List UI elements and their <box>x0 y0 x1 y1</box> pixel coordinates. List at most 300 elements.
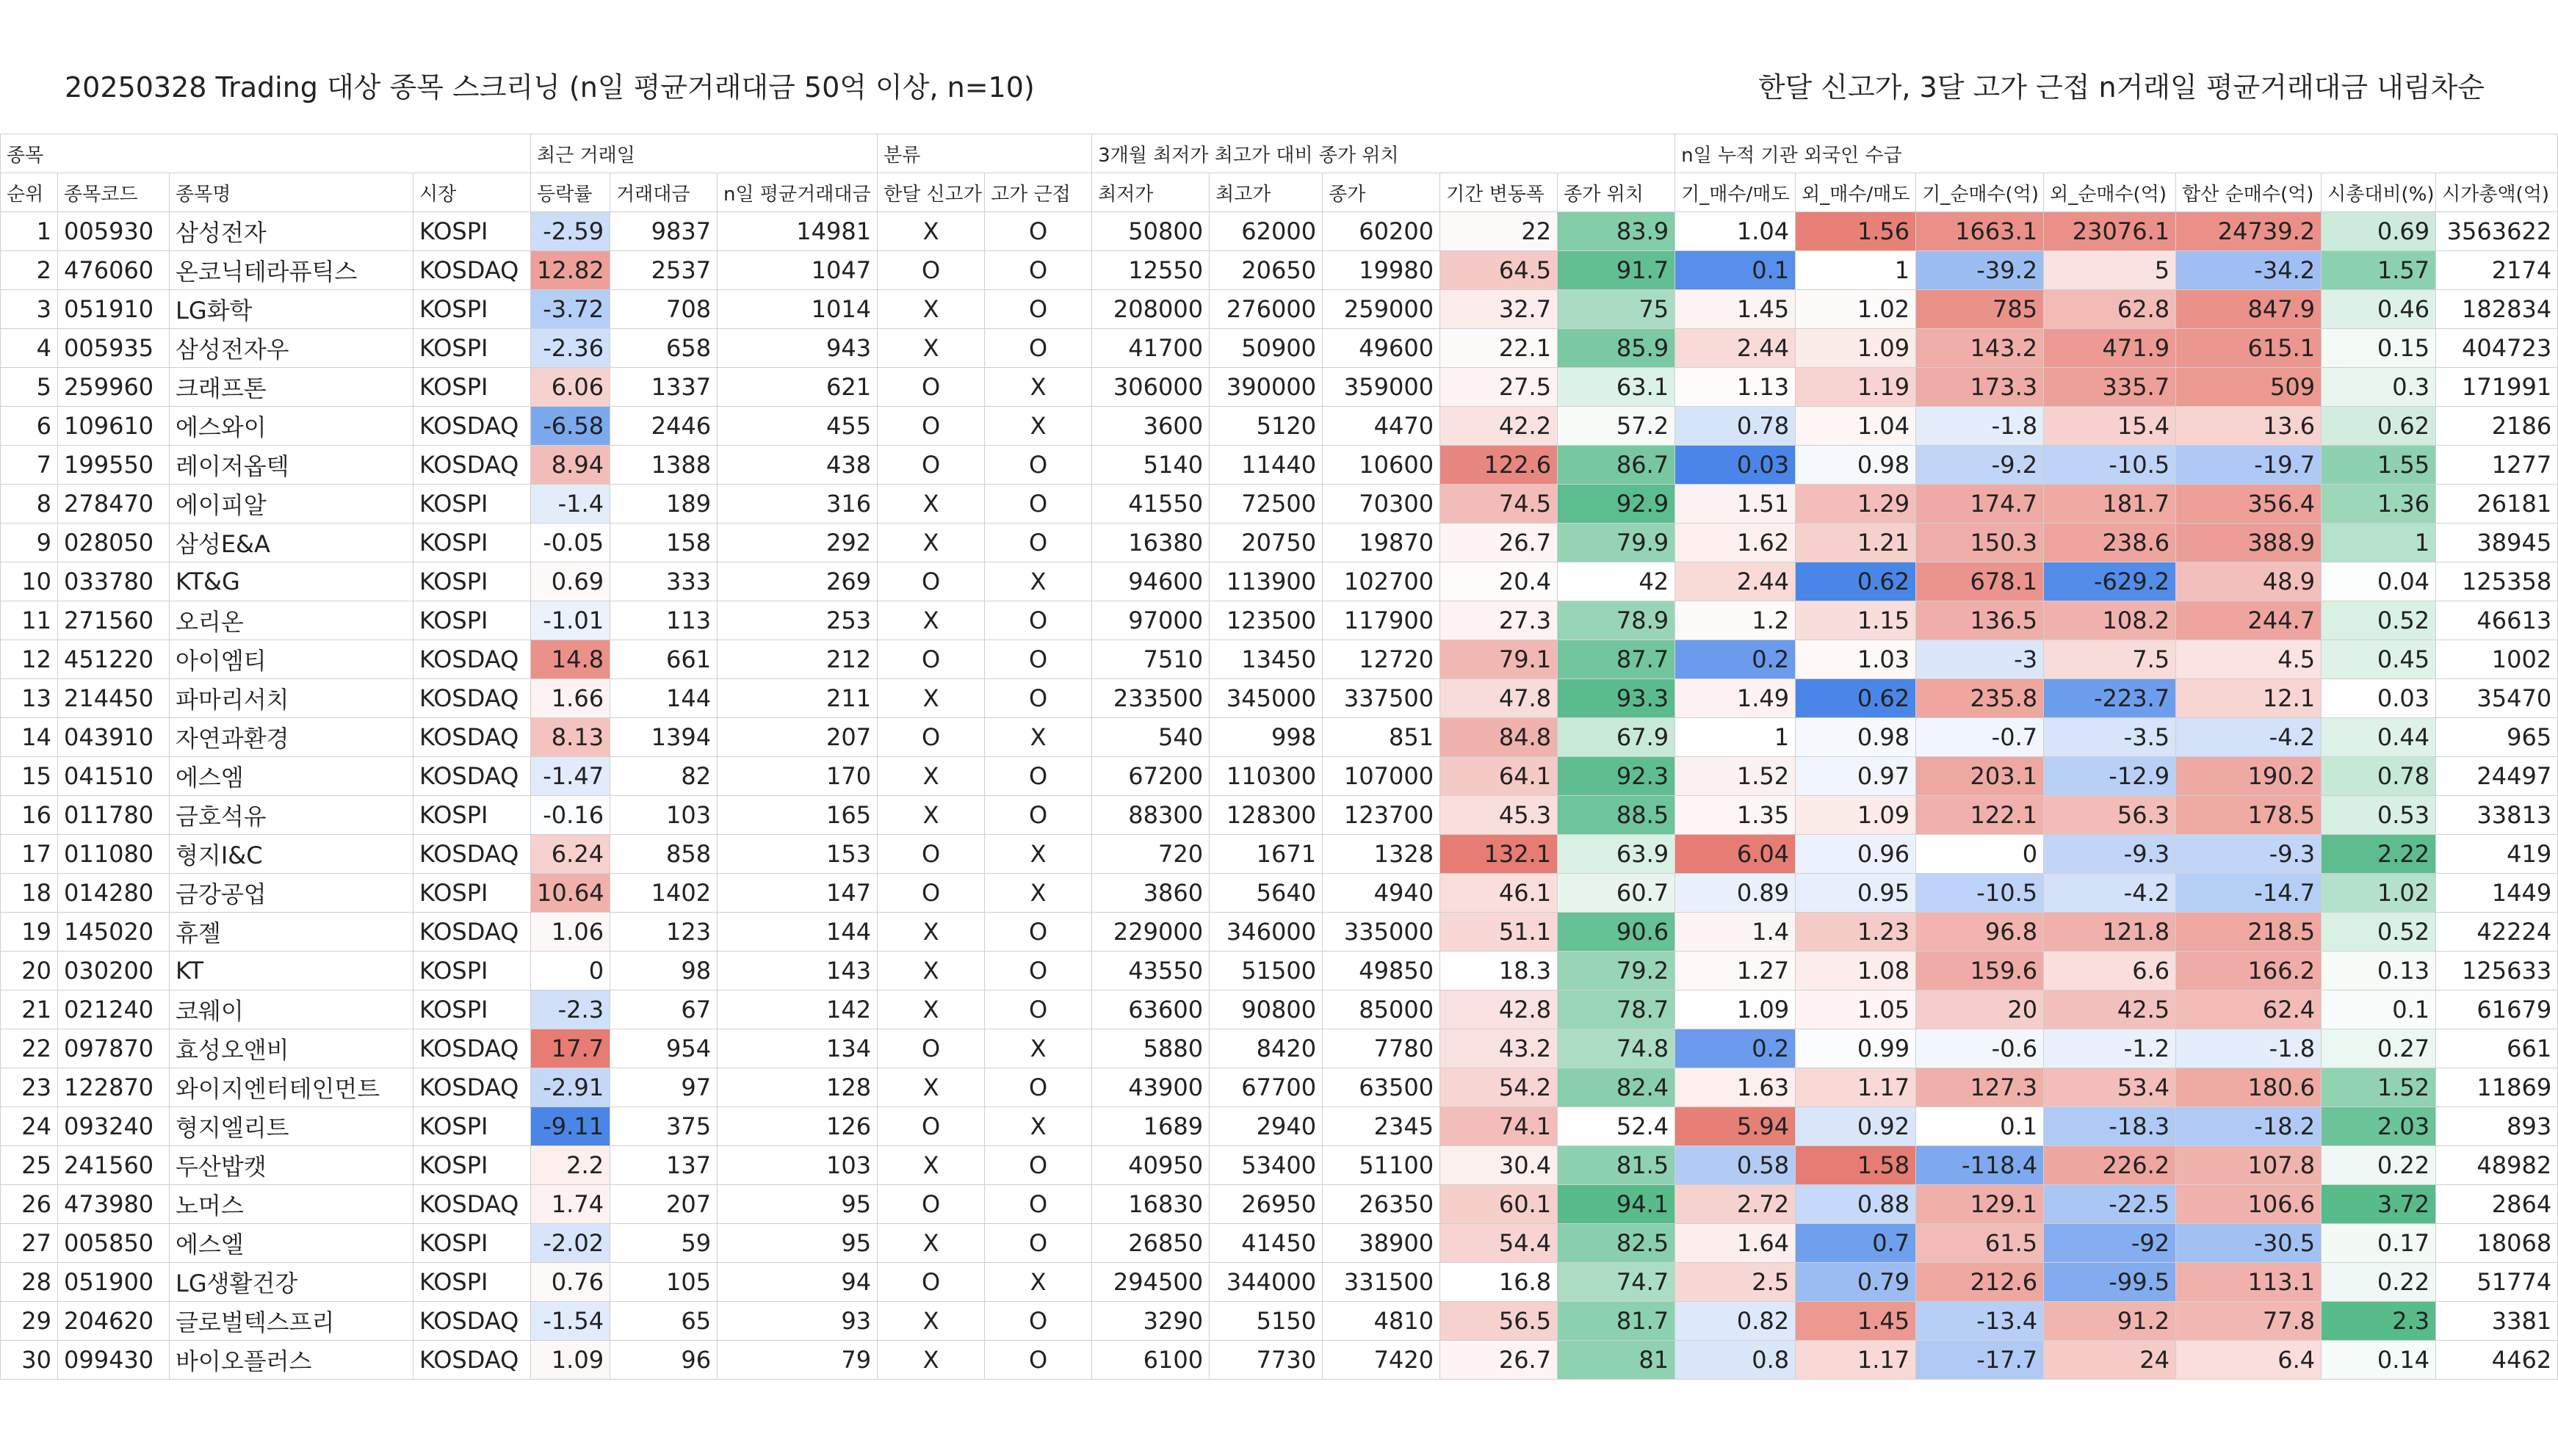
cell-high-price: 53400 <box>1210 1146 1323 1185</box>
cell-market-cap: 125358 <box>2436 562 2558 601</box>
cell-rank: 10 <box>1 562 58 601</box>
cell-close-price: 359000 <box>1323 368 1440 407</box>
cell-name: 레이저옵텍 <box>170 446 413 485</box>
cell-total-net: -19.7 <box>2176 446 2322 485</box>
cell-volume: 67 <box>610 990 718 1029</box>
cell-inst-net: 20 <box>1916 990 2044 1029</box>
cell-low-price: 540 <box>1092 718 1210 757</box>
cell-mcap-ratio: 2.22 <box>2322 835 2436 874</box>
cell-code: 259960 <box>58 368 170 407</box>
cell-foreign-ratio: 0.88 <box>1796 1185 1916 1224</box>
cell-total-net: 615.1 <box>2176 329 2322 368</box>
cell-code: 099430 <box>58 1341 170 1380</box>
cell-rank: 21 <box>1 990 58 1029</box>
cell-avg-volume: 1047 <box>718 251 878 290</box>
title-right: 한달 신고가, 3달 고가 근접 n거래일 평균거래대금 내림차순 <box>1757 71 2485 104</box>
cell-name: 자연과환경 <box>170 718 413 757</box>
cell-range: 42.2 <box>1440 407 1558 446</box>
cell-foreign-net: 91.2 <box>2044 1302 2176 1341</box>
table-row <box>1 601 2558 640</box>
cell-new-high-month: O <box>878 368 985 407</box>
cell-code: 451220 <box>58 640 170 679</box>
cell-inst-net: 127.3 <box>1916 1068 2044 1107</box>
table-row <box>1 1146 2558 1185</box>
cell-range: 79.1 <box>1440 640 1558 679</box>
cell-change-rate: -0.05 <box>531 524 610 562</box>
cell-name: 아이엠티 <box>170 640 413 679</box>
cell-total-net: -4.2 <box>2176 718 2322 757</box>
cell-low-price: 97000 <box>1092 601 1210 640</box>
cell-low-price: 229000 <box>1092 913 1210 952</box>
table-row <box>1 562 2558 601</box>
cell-rank: 27 <box>1 1224 58 1263</box>
cell-inst-net: 159.6 <box>1916 952 2044 990</box>
cell-market-cap: 893 <box>2436 1107 2558 1146</box>
cell-range: 122.6 <box>1440 446 1558 485</box>
cell-close-price: 107000 <box>1323 757 1440 796</box>
cell-mcap-ratio: 0.52 <box>2322 601 2436 640</box>
cell-avg-volume: 153 <box>718 835 878 874</box>
cell-low-price: 41550 <box>1092 485 1210 524</box>
cell-foreign-net: 53.4 <box>2044 1068 2176 1107</box>
table-row <box>1 368 2558 407</box>
cell-mcap-ratio: 0.22 <box>2322 1146 2436 1185</box>
cell-mcap-ratio: 0.03 <box>2322 679 2436 718</box>
table-row <box>1 524 2558 562</box>
cell-code: 122870 <box>58 1068 170 1107</box>
cell-new-high-month: X <box>878 1341 985 1380</box>
cell-foreign-net: -4.2 <box>2044 874 2176 913</box>
cell-high-price: 72500 <box>1210 485 1323 524</box>
cell-total-net: -30.5 <box>2176 1224 2322 1263</box>
cell-close-position: 63.1 <box>1558 368 1675 407</box>
cell-inst-net: 0.1 <box>1916 1107 2044 1146</box>
cell-low-price: 43550 <box>1092 952 1210 990</box>
cell-inst-ratio: 1.49 <box>1675 679 1796 718</box>
cell-inst-net: 1663.1 <box>1916 212 2044 251</box>
cell-near-high: X <box>985 718 1092 757</box>
cell-new-high-month: O <box>878 835 985 874</box>
cell-market-cap: 26181 <box>2436 485 2558 524</box>
cell-range: 27.5 <box>1440 368 1558 407</box>
cell-range: 30.4 <box>1440 1146 1558 1185</box>
cell-code: 041510 <box>58 757 170 796</box>
cell-new-high-month: X <box>878 952 985 990</box>
cell-range: 54.2 <box>1440 1068 1558 1107</box>
column-header: 거래대금 <box>610 173 718 212</box>
cell-total-net: 48.9 <box>2176 562 2322 601</box>
cell-total-net: -9.3 <box>2176 835 2322 874</box>
cell-range: 22 <box>1440 212 1558 251</box>
cell-mcap-ratio: 0.3 <box>2322 368 2436 407</box>
cell-inst-net: -1.8 <box>1916 407 2044 446</box>
cell-avg-volume: 128 <box>718 1068 878 1107</box>
cell-range: 45.3 <box>1440 796 1558 835</box>
cell-inst-net: -39.2 <box>1916 251 2044 290</box>
table-row <box>1 1224 2558 1263</box>
cell-foreign-ratio: 0.95 <box>1796 874 1916 913</box>
cell-code: 043910 <box>58 718 170 757</box>
cell-change-rate: 0 <box>531 952 610 990</box>
cell-range: 43.2 <box>1440 1029 1558 1068</box>
cell-foreign-ratio: 1.56 <box>1796 212 1916 251</box>
cell-new-high-month: X <box>878 1146 985 1185</box>
cell-avg-volume: 1014 <box>718 290 878 329</box>
cell-near-high: O <box>985 796 1092 835</box>
column-header: n일 평균거래대금 <box>718 173 878 212</box>
cell-market-cap: 35470 <box>2436 679 2558 718</box>
cell-close-price: 1328 <box>1323 835 1440 874</box>
cell-avg-volume: 165 <box>718 796 878 835</box>
cell-change-rate: 2.2 <box>531 1146 610 1185</box>
cell-total-net: 190.2 <box>2176 757 2322 796</box>
table-row <box>1 990 2558 1029</box>
cell-inst-net: 136.5 <box>1916 601 2044 640</box>
cell-code: 005850 <box>58 1224 170 1263</box>
cell-foreign-net: -12.9 <box>2044 757 2176 796</box>
cell-foreign-ratio: 1.17 <box>1796 1068 1916 1107</box>
cell-market: KOSDAQ <box>413 446 531 485</box>
cell-change-rate: 12.82 <box>531 251 610 290</box>
table-row <box>1 640 2558 679</box>
cell-rank: 15 <box>1 757 58 796</box>
column-header: 시총대비(%) <box>2322 173 2436 212</box>
cell-inst-ratio: 1.62 <box>1675 524 1796 562</box>
cell-new-high-month: X <box>878 679 985 718</box>
table-row <box>1 290 2558 329</box>
cell-change-rate: -2.02 <box>531 1224 610 1263</box>
cell-total-net: 509 <box>2176 368 2322 407</box>
cell-market-cap: 3563622 <box>2436 212 2558 251</box>
cell-near-high: O <box>985 952 1092 990</box>
cell-avg-volume: 144 <box>718 913 878 952</box>
cell-code: 011780 <box>58 796 170 835</box>
cell-market: KOSDAQ <box>413 1302 531 1341</box>
table-row <box>1 835 2558 874</box>
cell-total-net: -18.2 <box>2176 1107 2322 1146</box>
cell-total-net: 107.8 <box>2176 1146 2322 1185</box>
cell-foreign-ratio: 0.98 <box>1796 446 1916 485</box>
cell-avg-volume: 126 <box>718 1107 878 1146</box>
cell-avg-volume: 269 <box>718 562 878 601</box>
cell-high-price: 5640 <box>1210 874 1323 913</box>
cell-close-price: 337500 <box>1323 679 1440 718</box>
cell-low-price: 43900 <box>1092 1068 1210 1107</box>
cell-avg-volume: 455 <box>718 407 878 446</box>
cell-high-price: 50900 <box>1210 329 1323 368</box>
cell-inst-ratio: 1.52 <box>1675 757 1796 796</box>
cell-rank: 8 <box>1 485 58 524</box>
cell-low-price: 3860 <box>1092 874 1210 913</box>
cell-change-rate: -2.36 <box>531 329 610 368</box>
cell-close-price: 60200 <box>1323 212 1440 251</box>
cell-volume: 1337 <box>610 368 718 407</box>
cell-total-net: 13.6 <box>2176 407 2322 446</box>
cell-close-price: 4470 <box>1323 407 1440 446</box>
cell-market-cap: 1277 <box>2436 446 2558 485</box>
cell-name: 삼성E&A <box>170 524 413 562</box>
cell-volume: 375 <box>610 1107 718 1146</box>
cell-inst-net: 235.8 <box>1916 679 2044 718</box>
cell-foreign-net: -9.3 <box>2044 835 2176 874</box>
cell-market: KOSPI <box>413 990 531 1029</box>
cell-high-price: 998 <box>1210 718 1323 757</box>
cell-market: KOSDAQ <box>413 1029 531 1068</box>
cell-code: 051910 <box>58 290 170 329</box>
cell-inst-ratio: 0.8 <box>1675 1341 1796 1380</box>
cell-low-price: 50800 <box>1092 212 1210 251</box>
cell-volume: 105 <box>610 1263 718 1302</box>
cell-rank: 13 <box>1 679 58 718</box>
cell-close-price: 7780 <box>1323 1029 1440 1068</box>
cell-foreign-ratio: 0.7 <box>1796 1224 1916 1263</box>
cell-foreign-net: 335.7 <box>2044 368 2176 407</box>
cell-market-cap: 965 <box>2436 718 2558 757</box>
cell-new-high-month: O <box>878 446 985 485</box>
cell-foreign-net: -22.5 <box>2044 1185 2176 1224</box>
cell-change-rate: -9.11 <box>531 1107 610 1146</box>
cell-total-net: 77.8 <box>2176 1302 2322 1341</box>
cell-new-high-month: X <box>878 796 985 835</box>
cell-close-price: 49850 <box>1323 952 1440 990</box>
cell-near-high: O <box>985 251 1092 290</box>
cell-new-high-month: X <box>878 329 985 368</box>
cell-inst-ratio: 1.13 <box>1675 368 1796 407</box>
group-header: n일 누적 기관 외국인 수급 <box>1675 134 2558 173</box>
cell-mcap-ratio: 2.3 <box>2322 1302 2436 1341</box>
cell-foreign-net: 56.3 <box>2044 796 2176 835</box>
cell-near-high: O <box>985 1302 1092 1341</box>
cell-market-cap: 18068 <box>2436 1224 2558 1263</box>
cell-code: 109610 <box>58 407 170 446</box>
cell-foreign-net: 108.2 <box>2044 601 2176 640</box>
cell-code: 030200 <box>58 952 170 990</box>
cell-code: 097870 <box>58 1029 170 1068</box>
cell-foreign-ratio: 1.23 <box>1796 913 1916 952</box>
cell-code: 271560 <box>58 601 170 640</box>
cell-mcap-ratio: 0.69 <box>2322 212 2436 251</box>
cell-avg-volume: 316 <box>718 485 878 524</box>
cell-new-high-month: X <box>878 212 985 251</box>
cell-foreign-ratio: 0.97 <box>1796 757 1916 796</box>
cell-close-position: 94.1 <box>1558 1185 1675 1224</box>
cell-rank: 26 <box>1 1185 58 1224</box>
cell-close-price: 123700 <box>1323 796 1440 835</box>
cell-close-price: 38900 <box>1323 1224 1440 1263</box>
cell-inst-net: -9.2 <box>1916 446 2044 485</box>
cell-new-high-month: O <box>878 874 985 913</box>
cell-rank: 16 <box>1 796 58 835</box>
cell-volume: 59 <box>610 1224 718 1263</box>
cell-market-cap: 171991 <box>2436 368 2558 407</box>
cell-range: 18.3 <box>1440 952 1558 990</box>
cell-avg-volume: 207 <box>718 718 878 757</box>
cell-inst-ratio: 2.5 <box>1675 1263 1796 1302</box>
column-header: 외_매수/매도 <box>1796 173 1916 212</box>
cell-code: 021240 <box>58 990 170 1029</box>
cell-range: 64.1 <box>1440 757 1558 796</box>
table-row <box>1 1341 2558 1380</box>
cell-high-price: 51500 <box>1210 952 1323 990</box>
cell-new-high-month: X <box>878 757 985 796</box>
cell-change-rate: 0.69 <box>531 562 610 601</box>
cell-avg-volume: 943 <box>718 329 878 368</box>
cell-market: KOSPI <box>413 952 531 990</box>
cell-close-price: 7420 <box>1323 1341 1440 1380</box>
cell-change-rate: 8.13 <box>531 718 610 757</box>
cell-name: KT&G <box>170 562 413 601</box>
cell-code: 028050 <box>58 524 170 562</box>
cell-market: KOSPI <box>413 1107 531 1146</box>
table-row <box>1 1068 2558 1107</box>
cell-volume: 189 <box>610 485 718 524</box>
cell-near-high: O <box>985 990 1092 1029</box>
cell-change-rate: -6.58 <box>531 407 610 446</box>
cell-near-high: O <box>985 757 1092 796</box>
cell-rank: 20 <box>1 952 58 990</box>
cell-low-price: 41700 <box>1092 329 1210 368</box>
cell-close-position: 90.6 <box>1558 913 1675 952</box>
cell-mcap-ratio: 0.22 <box>2322 1263 2436 1302</box>
cell-volume: 708 <box>610 290 718 329</box>
cell-total-net: 244.7 <box>2176 601 2322 640</box>
cell-volume: 103 <box>610 796 718 835</box>
cell-rank: 7 <box>1 446 58 485</box>
cell-foreign-ratio: 0.96 <box>1796 835 1916 874</box>
cell-foreign-ratio: 1.02 <box>1796 290 1916 329</box>
cell-high-price: 41450 <box>1210 1224 1323 1263</box>
cell-name: 노머스 <box>170 1185 413 1224</box>
cell-inst-net: -3 <box>1916 640 2044 679</box>
cell-range: 47.8 <box>1440 679 1558 718</box>
cell-change-rate: 10.64 <box>531 874 610 913</box>
cell-rank: 5 <box>1 368 58 407</box>
cell-high-price: 7730 <box>1210 1341 1323 1380</box>
cell-close-position: 75 <box>1558 290 1675 329</box>
cell-name: 크래프톤 <box>170 368 413 407</box>
cell-low-price: 16380 <box>1092 524 1210 562</box>
cell-total-net: -34.2 <box>2176 251 2322 290</box>
cell-mcap-ratio: 0.45 <box>2322 640 2436 679</box>
cell-close-position: 57.2 <box>1558 407 1675 446</box>
table-row <box>1 407 2558 446</box>
cell-foreign-net: 62.8 <box>2044 290 2176 329</box>
column-header: 순위 <box>1 173 58 212</box>
cell-new-high-month: X <box>878 524 985 562</box>
cell-market-cap: 404723 <box>2436 329 2558 368</box>
cell-range: 16.8 <box>1440 1263 1558 1302</box>
cell-mcap-ratio: 0.17 <box>2322 1224 2436 1263</box>
cell-name: 코웨이 <box>170 990 413 1029</box>
cell-market: KOSPI <box>413 290 531 329</box>
cell-mcap-ratio: 0.53 <box>2322 796 2436 835</box>
cell-market: KOSDAQ <box>413 1185 531 1224</box>
cell-market-cap: 24497 <box>2436 757 2558 796</box>
cell-volume: 158 <box>610 524 718 562</box>
cell-high-price: 2940 <box>1210 1107 1323 1146</box>
title-left: 20250328 Trading 대상 종목 스크리닝 (n일 평균거래대금 50억 이상, n=10) <box>65 71 1035 104</box>
cell-range: 20.4 <box>1440 562 1558 601</box>
cell-avg-volume: 79 <box>718 1341 878 1380</box>
cell-mcap-ratio: 1.57 <box>2322 251 2436 290</box>
cell-volume: 2446 <box>610 407 718 446</box>
cell-close-price: 331500 <box>1323 1263 1440 1302</box>
table-row <box>1 718 2558 757</box>
cell-inst-ratio: 1.64 <box>1675 1224 1796 1263</box>
cell-total-net: 847.9 <box>2176 290 2322 329</box>
cell-change-rate: 14.8 <box>531 640 610 679</box>
cell-low-price: 306000 <box>1092 368 1210 407</box>
cell-total-net: -1.8 <box>2176 1029 2322 1068</box>
cell-inst-net: 150.3 <box>1916 524 2044 562</box>
cell-volume: 123 <box>610 913 718 952</box>
cell-new-high-month: X <box>878 913 985 952</box>
cell-market-cap: 419 <box>2436 835 2558 874</box>
cell-rank: 2 <box>1 251 58 290</box>
cell-range: 60.1 <box>1440 1185 1558 1224</box>
cell-high-price: 11440 <box>1210 446 1323 485</box>
cell-range: 26.7 <box>1440 524 1558 562</box>
cell-code: 005930 <box>58 212 170 251</box>
table-row <box>1 329 2558 368</box>
cell-foreign-net: -1.2 <box>2044 1029 2176 1068</box>
cell-range: 74.5 <box>1440 485 1558 524</box>
cell-inst-ratio: 0.82 <box>1675 1302 1796 1341</box>
column-header: 기_순매수(억) <box>1916 173 2044 212</box>
cell-foreign-net: 121.8 <box>2044 913 2176 952</box>
cell-high-price: 20750 <box>1210 524 1323 562</box>
cell-foreign-ratio: 1.09 <box>1796 796 1916 835</box>
cell-market-cap: 4462 <box>2436 1341 2558 1380</box>
cell-avg-volume: 94 <box>718 1263 878 1302</box>
cell-low-price: 40950 <box>1092 1146 1210 1185</box>
cell-new-high-month: X <box>878 601 985 640</box>
table-row <box>1 212 2558 251</box>
cell-high-price: 113900 <box>1210 562 1323 601</box>
cell-inst-net: 785 <box>1916 290 2044 329</box>
cell-volume: 1402 <box>610 874 718 913</box>
cell-near-high: X <box>985 562 1092 601</box>
cell-total-net: -14.7 <box>2176 874 2322 913</box>
cell-change-rate: 6.06 <box>531 368 610 407</box>
column-header: 종가 위치 <box>1558 173 1675 212</box>
cell-new-high-month: X <box>878 1302 985 1341</box>
cell-mcap-ratio: 0.27 <box>2322 1029 2436 1068</box>
cell-mcap-ratio: 0.13 <box>2322 952 2436 990</box>
cell-inst-ratio: 2.72 <box>1675 1185 1796 1224</box>
cell-volume: 954 <box>610 1029 718 1068</box>
cell-range: 26.7 <box>1440 1341 1558 1380</box>
cell-market: KOSDAQ <box>413 251 531 290</box>
cell-change-rate: 1.09 <box>531 1341 610 1380</box>
cell-code: 014280 <box>58 874 170 913</box>
cell-close-price: 335000 <box>1323 913 1440 952</box>
cell-inst-ratio: 2.44 <box>1675 329 1796 368</box>
cell-low-price: 26850 <box>1092 1224 1210 1263</box>
cell-low-price: 720 <box>1092 835 1210 874</box>
cell-foreign-net: -92 <box>2044 1224 2176 1263</box>
cell-mcap-ratio: 0.04 <box>2322 562 2436 601</box>
cell-high-price: 5120 <box>1210 407 1323 446</box>
cell-code: 051900 <box>58 1263 170 1302</box>
cell-foreign-net: 181.7 <box>2044 485 2176 524</box>
cell-avg-volume: 142 <box>718 990 878 1029</box>
cell-range: 74.1 <box>1440 1107 1558 1146</box>
cell-market-cap: 33813 <box>2436 796 2558 835</box>
cell-close-price: 117900 <box>1323 601 1440 640</box>
cell-low-price: 5140 <box>1092 446 1210 485</box>
cell-close-position: 78.7 <box>1558 990 1675 1029</box>
